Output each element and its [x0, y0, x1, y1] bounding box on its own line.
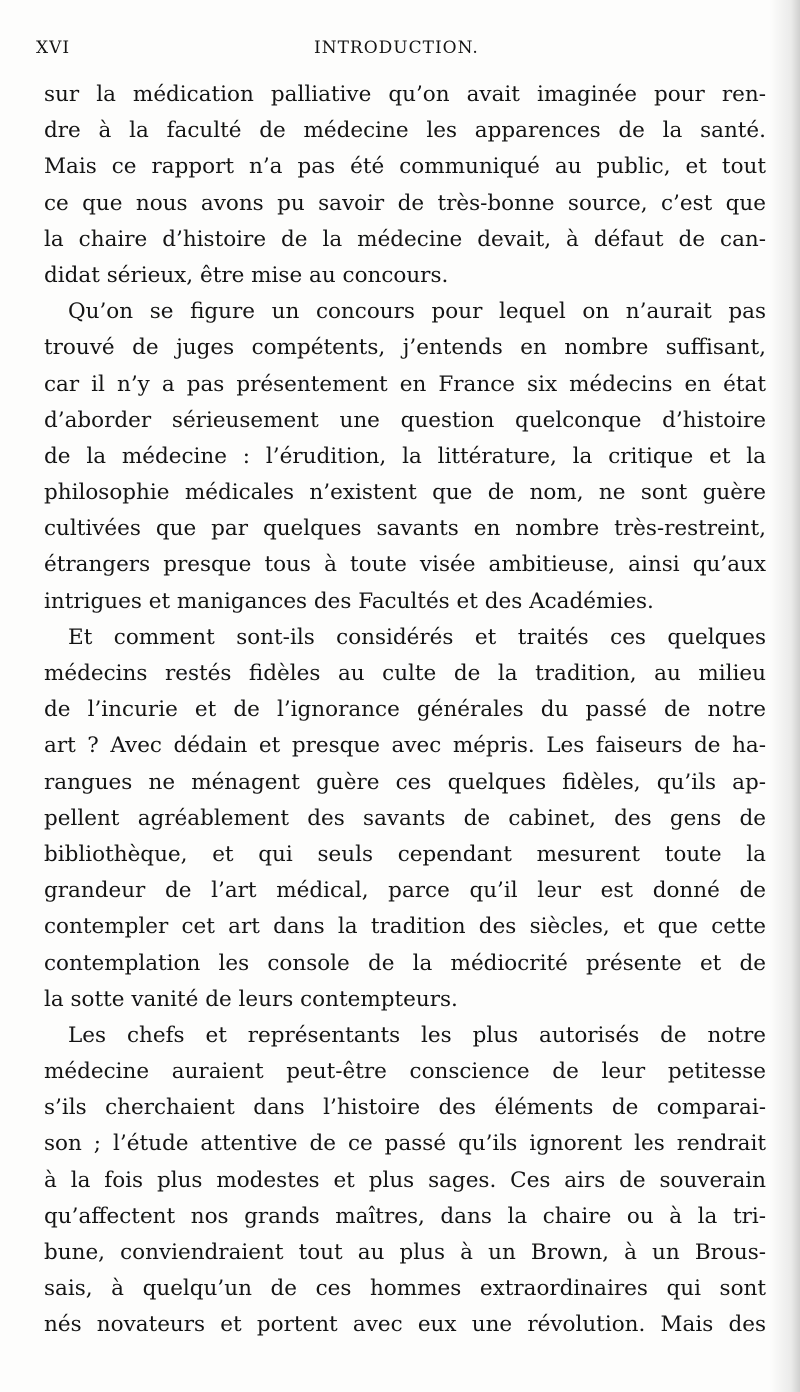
text-line: didat sérieux, être mise au concours.	[44, 262, 449, 288]
text-line: d’aborder sérieusement une question quelconque d’histoire	[44, 407, 766, 433]
text-line: s’ils cherchaient dans l’histoire des éléments de comparai-	[44, 1095, 766, 1121]
text-line: dre à la faculté de médecine les apparences de la santé.	[44, 118, 766, 144]
text-line: nés novateurs et portent avec eux une révolution. Mais des	[44, 1312, 766, 1338]
text-line: rangues ne ménagent guère ces quelques fidèles, qu’ils ap-	[44, 769, 766, 795]
page-edge-shadow	[770, 0, 800, 1392]
text-line: art ? Avec dédain et presque avec mépris. Les faiseurs de ha-	[44, 733, 766, 759]
text-line: contempler cet art dans la tradition des siècles, et que cette	[44, 914, 766, 940]
text-line: philosophie médicales n’existent que de nom, ne sont guère	[44, 480, 766, 506]
text-line: cultivées que par quelques savants en nombre très-restreint,	[44, 516, 766, 542]
text-line: son ; l’étude attentive de ce passé qu’ils ignorent les rendrait	[44, 1131, 766, 1157]
text-line: la chaire d’histoire de la médecine devait, à défaut de can-	[44, 226, 766, 252]
text-line: médecine auraient peut-être conscience de leur petitesse	[44, 1059, 766, 1085]
text-line: qu’affectent nos grands maîtres, dans la chaire ou à la tri-	[44, 1203, 766, 1229]
text-line: sur la médication palliative qu’on avait imaginée pour ren-	[44, 82, 766, 107]
text-line: trouvé de juges compétents, j’entends en nombre suffisant,	[44, 335, 766, 361]
text-line: ce que nous avons pu savoir de très-bonne source, c’est que	[44, 190, 766, 216]
text-line: la sotte vanité de leurs contempteurs.	[44, 986, 458, 1012]
text-line: étrangers presque tous à toute visée ambitieuse, ainsi qu’aux	[44, 552, 766, 578]
text-line: contemplation les console de la médiocrité présente et de	[44, 950, 766, 976]
body-text	[44, 77, 766, 1344]
running-head	[36, 38, 760, 68]
text-line: bibliothèque, et qui seuls cependant mesurent toute la	[44, 841, 766, 867]
page-number: XVI	[36, 38, 71, 58]
text-line: médecins restés fidèles au culte de la tradition, au milieu	[44, 661, 766, 686]
text-line: pellent agréablement des savants de cabinet, des gens de	[44, 805, 766, 831]
text-line: Les chefs et représentants les plus autorisés de notre	[68, 1022, 766, 1048]
text-line: à la fois plus modestes et plus sages. Ces airs de souverain	[44, 1167, 766, 1193]
text-line: de la médecine : l’érudition, la littérature, la critique et la	[44, 443, 766, 469]
running-title: INTRODUCTION.	[314, 38, 479, 58]
text-line: bune, conviendraient tout au plus à un Brown, à un Brous-	[44, 1240, 766, 1265]
text-line: grandeur de l’art médical, parce qu’il leur est donné de	[44, 878, 766, 904]
text-line: car il n’y a pas présentement en France six médecins en état	[44, 371, 766, 397]
text-line: Et comment sont-ils considérés et traités ces quelques	[68, 624, 766, 650]
text-line: Qu’on se figure un concours pour lequel on n’aurait pas	[68, 299, 766, 325]
text-line: intrigues et manigances des Facultés et des Académies.	[44, 588, 654, 614]
text-line: de l’incurie et de l’ignorance générales du passé de notre	[44, 697, 766, 723]
text-line: sais, à quelqu’un de ces hommes extraordinaires qui sont	[44, 1276, 766, 1302]
text-line: Mais ce rapport n’a pas été communiqué au public, et tout	[44, 154, 766, 180]
